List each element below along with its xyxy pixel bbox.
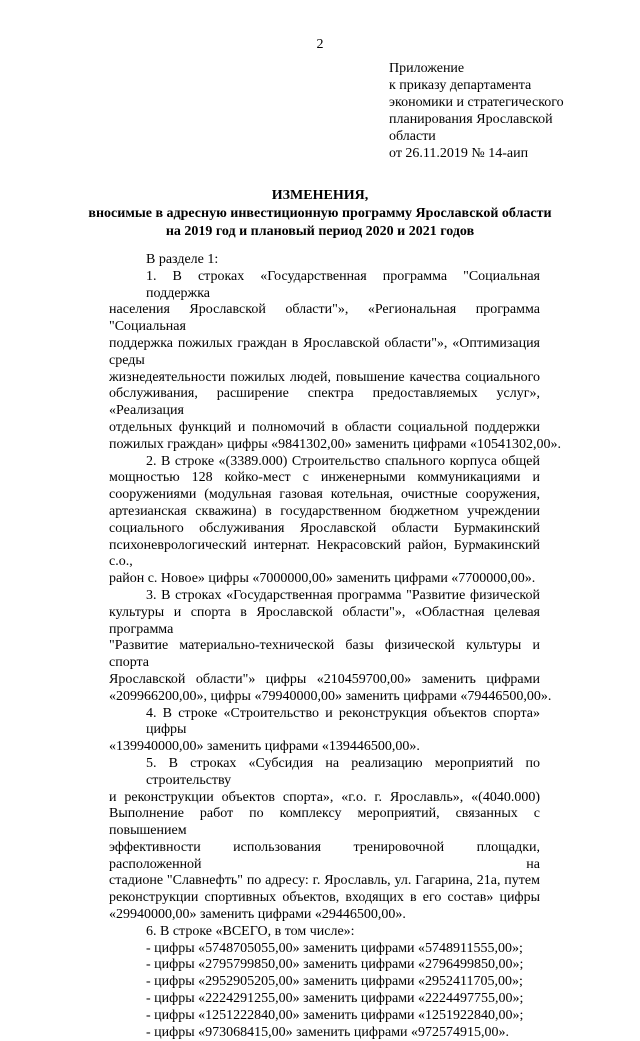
- appendix-line: Приложение: [389, 61, 465, 76]
- appendix-line: от 26.11.2019 № 14-аип: [389, 146, 529, 161]
- body-line: социального обслуживания Ярославской области Бурмакинский: [109, 520, 540, 536]
- body-line: 6. В строке «ВСЕГО, в том числе»:: [146, 923, 355, 939]
- body-line: «209966200,00», цифры «79940000,00» заменить цифрами «79446500,00».: [109, 688, 552, 704]
- body-line: психоневрологический интернат. Некрасовский район, Бурмакинский с.о.,: [109, 537, 540, 570]
- body-line: "Развитие материально-технической базы физической культуры и спорта: [109, 638, 540, 671]
- body-line: и реконструкции объектов спорта», «г.о. г. Ярославль», «(4040.000): [109, 789, 540, 805]
- body-line: - цифры «973068415,00» заменить цифрами «972574915,00».: [146, 1024, 510, 1040]
- body-line: сооружениями (модульная газовая котельная, очистные сооружения,: [109, 487, 540, 503]
- body-line: «139940000,00» заменить цифрами «139446500,00».: [109, 739, 420, 755]
- body-line: «29940000,00» заменить цифрами «29446500,00».: [109, 907, 406, 923]
- appendix-line: области: [389, 129, 436, 144]
- body-line: отдельных функций и полномочий в области социальной поддержки: [109, 419, 540, 435]
- body-line: 3. В строках «Государственная программа "Развитие физической: [146, 587, 540, 603]
- document-body: [109, 252, 562, 1041]
- appendix-line: планирования Ярославской: [389, 112, 553, 127]
- body-line: реконструкции спортивных объектов, входящих в его состав» цифры: [109, 890, 540, 906]
- page-number: 2: [316, 37, 324, 52]
- appendix-line: к приказу департамента: [389, 78, 532, 93]
- document-subtitle-line: вносимые в адресную инвестиционную программу Ярославской области: [88, 206, 552, 221]
- body-line: - цифры «2952905205,00» заменить цифрами «2952411705,00»;: [146, 974, 523, 990]
- body-line: - цифры «5748705055,00» заменить цифрами «5748911555,00»;: [146, 940, 523, 956]
- body-line: культуры и спорта в Ярославской области"», «Областная целевая программа: [109, 604, 540, 637]
- body-line: 1. В строках «Государственная программа "Социальная поддержка: [146, 268, 540, 301]
- body-line: эффективности использования тренировочной площадки, расположенной на: [109, 839, 540, 872]
- body-line: Ярославской области"» цифры «210459700,00» заменить цифрами: [109, 671, 540, 687]
- body-line: пожилых граждан» цифры «9841302,00» заменить цифрами «10541302,00».: [109, 436, 562, 452]
- appendix-block: [389, 60, 564, 162]
- body-line: обслуживания, расширение спектра предоставляемых услуг», «Реализация: [109, 386, 540, 419]
- body-line: 5. В строках «Субсидия на реализацию мероприятий по строительству: [146, 755, 540, 788]
- body-line: 4. В строке «Строительство и реконструкция объектов спорта» цифры: [146, 705, 540, 738]
- document-subtitle-line: на 2019 год и плановый период 2020 и 2021 годов: [165, 224, 475, 239]
- body-line: В разделе 1:: [146, 252, 219, 267]
- body-line: - цифры «2795799850,00» заменить цифрами «2796499850,00»;: [146, 957, 524, 973]
- body-line: мощностью 128 койко-мест с инженерными коммуникациями и: [109, 470, 540, 486]
- body-line: стадионе "Славнефть" по адресу: г. Ярославль, ул. Гагарина, 21а, путем: [109, 873, 540, 889]
- body-line: 2. В строке «(3389.000) Строительство спального корпуса общей: [146, 453, 540, 469]
- body-line: населения Ярославской области"», «Региональная программа "Социальная: [109, 302, 540, 335]
- body-line: район с. Новое» цифры «7000000,00» заменить цифрами «7700000,00».: [109, 571, 536, 587]
- appendix-line: экономики и стратегического: [389, 95, 564, 110]
- body-line: жизнедеятельности пожилых людей, повышение качества социального: [109, 369, 540, 385]
- body-line: Выполнение работ по комплексу мероприятий, связанных с повышением: [109, 806, 540, 839]
- body-line: - цифры «1251222840,00» заменить цифрами «1251922840,00»;: [146, 1007, 524, 1023]
- document-heading: [0, 187, 640, 241]
- body-line: артезианская скважина) в государственном бюджетном учреждении: [109, 503, 540, 519]
- document-title: ИЗМЕНЕНИЯ,: [271, 188, 369, 203]
- body-line: - цифры «2224291255,00» заменить цифрами «2224497755,00»;: [146, 991, 524, 1007]
- body-line: поддержка пожилых граждан в Ярославской области"», «Оптимизация среды: [109, 335, 540, 368]
